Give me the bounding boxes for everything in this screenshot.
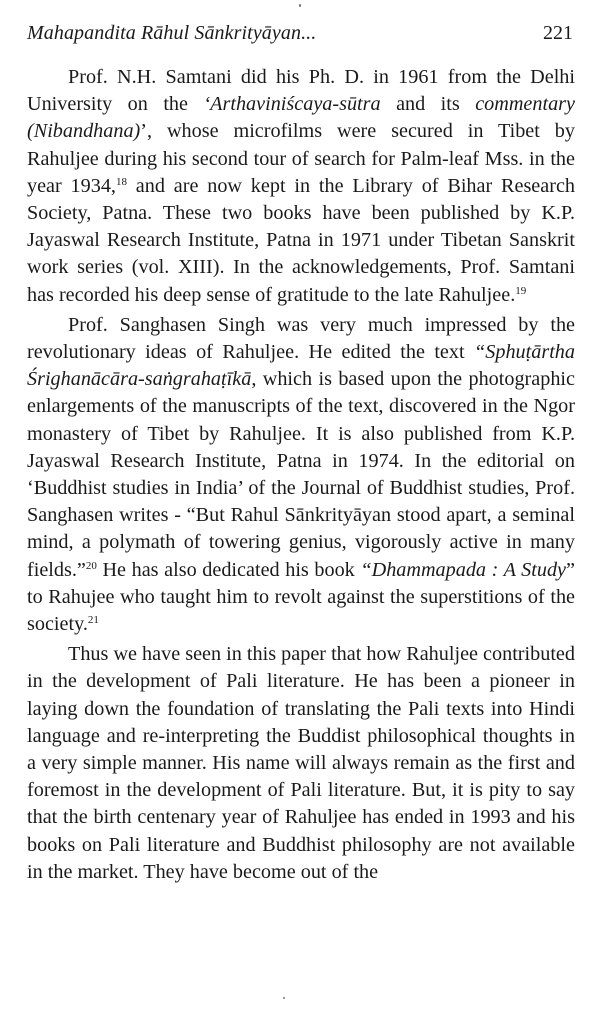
body-text xyxy=(27,64,575,886)
paragraph-2 xyxy=(27,312,575,638)
running-head: Mahapandita Rāhul Sānkrityāyan... xyxy=(27,22,317,44)
text-run: and are now kept in the Library of Bihar Research Society, Patna. These two books have been published by K.P. Jayaswal Research Institute, Patna in 1971 under Tibetan Sanskrit work series (vol. XIII). In the acknowledgements, Prof. Samtani has recorded his deep sense of gratitude to the late Rahuljee. xyxy=(27,174,575,306)
scan-speck xyxy=(299,4,301,7)
paragraph-1 xyxy=(27,64,575,309)
paragraph-3 xyxy=(27,641,575,886)
italic-title: commentary (Nibandhana) xyxy=(27,93,575,143)
footnote-ref: 21 xyxy=(87,614,99,627)
text-run: ” to Rahujee who taught him to revolt against the superstitions of the society. xyxy=(27,558,575,636)
text-run: ’, whose microfilms were secured in Tibet by Rahuljee during his second tour of search for Palm-leaf Mss. in the year 1934, xyxy=(27,120,575,197)
text-run: He has also dedicated his book xyxy=(96,558,361,581)
footnote-ref: 19 xyxy=(515,284,527,297)
scan-speck xyxy=(283,997,285,999)
italic-title: ‘Arthaviniścaya-sūtra xyxy=(203,93,381,116)
text-run: Prof. N.H. Samtani did his Ph. D. in 1961 from the Delhi University on the xyxy=(27,66,575,116)
text-run: Thus we have seen in this paper that how Rahuljee contributed in the development of Pali literature. He has been a pioneer in laying down the foundation of translating the Pali texts into Hindi language and re-interpreting the Buddist philosophical thoughts in a very simple manner. His name will always remain as the first and foremost in the development of Pali literature. But, it is pity to say that the birth centenary year of Rahuljee has ended in 1993 and his books on Pali literature and Buddhist philosophy are not available in the market. They have become out of the xyxy=(27,643,575,883)
text-run: Prof. Sanghasen Singh was very much impressed by the revolutionary ideas of Rahuljee. He edited the text xyxy=(27,313,575,364)
footnote-ref: 18 xyxy=(115,175,127,188)
italic-title: “Sphuṭārtha Śrighanācāra-saṅgrahaṭīkā xyxy=(27,341,575,391)
text-run: , which is based upon the photographic enlargements of the manuscripts of the text, discovered in the Ngor monastery of Tibet by Rahuljee. It is also published from K.P. Jayaswal Research Institute, Patna in 1974. In the editorial on ‘Buddhist studies in India’ of the Journal of Buddhist studies, Prof. Sanghasen writes - “But Rahul Sānkrityāyan stood apart, a seminal mind, a polymath of towering genius, vigorously active in many fields.” xyxy=(27,368,575,581)
text-run: and its xyxy=(380,93,476,116)
page-header xyxy=(27,22,573,52)
italic-title: “Dhammapada : A Study xyxy=(360,558,567,581)
footnote-ref: 20 xyxy=(85,559,97,572)
page-number: 221 xyxy=(543,22,573,44)
